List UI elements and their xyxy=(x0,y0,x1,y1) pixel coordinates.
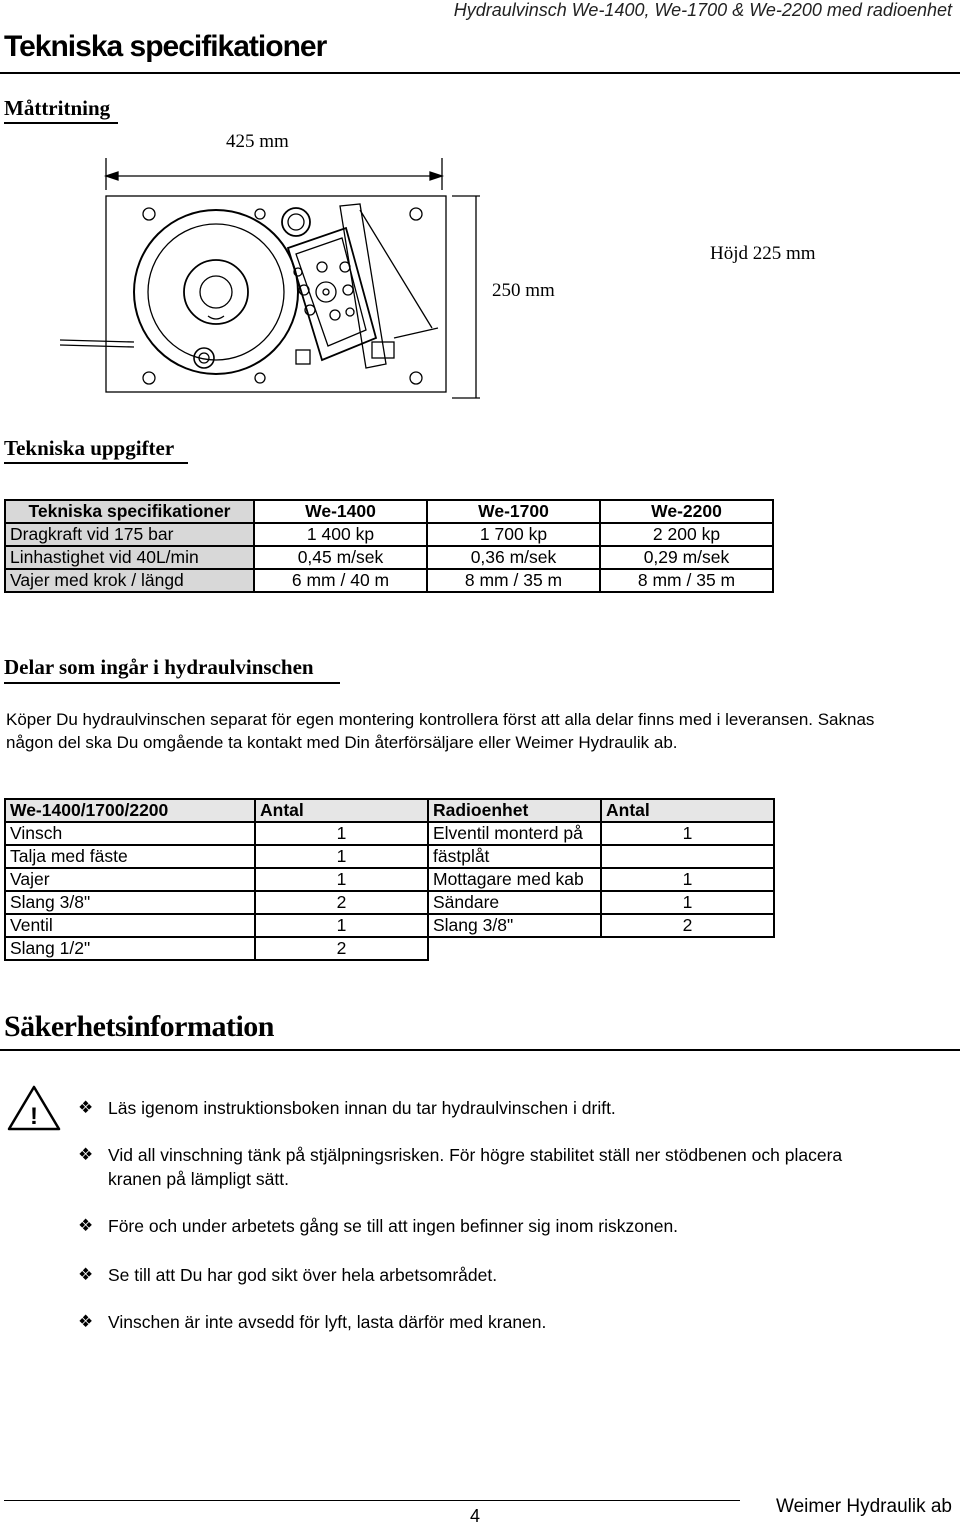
warning-symbol: ! xyxy=(30,1103,38,1130)
part-name: Talja med fäste xyxy=(5,845,255,868)
footer-divider xyxy=(4,1500,740,1501)
radio-part-qty: 1 xyxy=(601,868,774,891)
part-name: Ventil xyxy=(5,914,255,937)
parts-table xyxy=(4,798,775,961)
table-row xyxy=(5,523,773,546)
part-qty: 2 xyxy=(255,891,428,914)
spec-value: 8 mm / 35 m xyxy=(427,569,600,592)
parts-col-header: Antal xyxy=(255,799,428,822)
specs-col-header: We-2200 xyxy=(600,500,773,523)
spec-label: Linhastighet vid 40L/min xyxy=(5,546,254,569)
spec-value: 2 200 kp xyxy=(600,523,773,546)
safety-heading: Säkerhetsinformation xyxy=(4,1010,274,1043)
spec-value: 1 700 kp xyxy=(427,523,600,546)
parts-col-header: Antal xyxy=(601,799,774,822)
footer-brand: Weimer Hydraulik ab xyxy=(776,1496,952,1517)
specs-col-header: We-1400 xyxy=(254,500,427,523)
warning-triangle-icon xyxy=(6,1084,62,1132)
radio-part-name: Slang 3/8" xyxy=(428,914,601,937)
radio-part-name: Sändare xyxy=(428,891,601,914)
page-number: 4 xyxy=(470,1506,481,1526)
radio-part-name: fästplåt xyxy=(428,845,601,868)
part-qty: 1 xyxy=(255,822,428,845)
width-dimension-label: 425 mm xyxy=(226,131,289,152)
parts-intro-line: Köper Du hydraulvinschen separat för egen montering kontrollera först att alla delar finns med i leveransen. Saknas xyxy=(6,710,875,729)
parts-header-row xyxy=(5,799,774,822)
drawing-heading: Måttritning xyxy=(4,96,111,120)
diamond-bullet-icon: ❖ xyxy=(78,1098,94,1117)
spec-value: 6 mm / 40 m xyxy=(254,569,427,592)
part-qty: 1 xyxy=(255,914,428,937)
table-row xyxy=(5,822,774,845)
safety-divider xyxy=(0,1049,960,1051)
radio-part-name: Mottagare med kab xyxy=(428,868,601,891)
diamond-bullet-icon: ❖ xyxy=(78,1145,94,1164)
safety-item-text: Vinschen är inte avsedd för lyft, lasta därför med kranen. xyxy=(108,1312,547,1332)
empty-cell xyxy=(601,937,774,960)
table-row xyxy=(5,891,774,914)
table-row xyxy=(5,845,774,868)
part-qty: 1 xyxy=(255,845,428,868)
table-row xyxy=(5,914,774,937)
parts-col-header: Radioenhet xyxy=(428,799,601,822)
table-row xyxy=(5,546,773,569)
radio-part-qty xyxy=(601,845,774,868)
part-name: Vinsch xyxy=(5,822,255,845)
parts-intro-line: någon del ska Du omgående ta kontakt med Din återförsäljare eller Weimer Hydraulik ab. xyxy=(6,733,678,752)
table-row xyxy=(5,569,773,592)
safety-item-text: Före och under arbetets gång se till att ingen befinner sig inom riskzonen. xyxy=(108,1216,679,1236)
part-name: Slang 1/2" xyxy=(5,937,255,960)
specs-col-header: Tekniska specifikationer xyxy=(5,500,254,523)
parts-intro xyxy=(6,708,960,754)
document-subtitle: Hydraulvinsch We-1400, We-1700 & We-2200 med radioenhet xyxy=(453,0,952,20)
part-name: Vajer xyxy=(5,868,255,891)
depth-dimension-label: 250 mm xyxy=(492,280,555,301)
table-row xyxy=(5,937,774,960)
spec-value: 1 400 kp xyxy=(254,523,427,546)
radio-part-qty: 1 xyxy=(601,822,774,845)
drawing-heading-underline xyxy=(4,122,118,124)
specs-heading: Tekniska uppgifter xyxy=(4,436,175,460)
parts-heading: Delar som ingår i hydraulvinschen xyxy=(4,655,314,679)
part-qty: 2 xyxy=(255,937,428,960)
specs-heading-underline xyxy=(4,462,188,464)
header-divider xyxy=(0,72,960,74)
diamond-bullet-icon: ❖ xyxy=(78,1265,94,1284)
parts-heading-underline xyxy=(4,682,340,684)
safety-item-text: Vid all vinschning tänk på stjälpningsrisken. För högre stabilitet ställ ner stödbenen och placera kranen på lämpligt sätt. xyxy=(108,1145,843,1189)
radio-part-name: Elventil monterd på xyxy=(428,822,601,845)
spec-value: 0,36 m/sek xyxy=(427,546,600,569)
safety-item-text: Se till att Du har god sikt över hela arbetsområdet. xyxy=(108,1265,498,1285)
spec-value: 8 mm / 35 m xyxy=(600,569,773,592)
spec-value: 0,29 m/sek xyxy=(600,546,773,569)
winch-dimension-drawing xyxy=(60,150,480,400)
spec-label: Vajer med krok / längd xyxy=(5,569,254,592)
diamond-bullet-icon: ❖ xyxy=(78,1312,94,1331)
radio-part-qty: 2 xyxy=(601,914,774,937)
specs-col-header: We-1700 xyxy=(427,500,600,523)
radio-part-qty: 1 xyxy=(601,891,774,914)
specs-header-row xyxy=(5,500,773,523)
spec-value: 0,45 m/sek xyxy=(254,546,427,569)
part-name: Slang 3/8" xyxy=(5,891,255,914)
empty-cell xyxy=(428,937,601,960)
table-row xyxy=(5,868,774,891)
page-title: Tekniska specifikationer xyxy=(4,30,327,63)
safety-item-text: Läs igenom instruktionsboken innan du tar hydraulvinschen i drift. xyxy=(108,1098,616,1118)
height-dimension-label: Höjd 225 mm xyxy=(710,243,816,264)
specs-table xyxy=(4,499,774,593)
parts-col-header: We-1400/1700/2200 xyxy=(5,799,255,822)
part-qty: 1 xyxy=(255,868,428,891)
spec-label: Dragkraft vid 175 bar xyxy=(5,523,254,546)
diamond-bullet-icon: ❖ xyxy=(78,1216,94,1235)
